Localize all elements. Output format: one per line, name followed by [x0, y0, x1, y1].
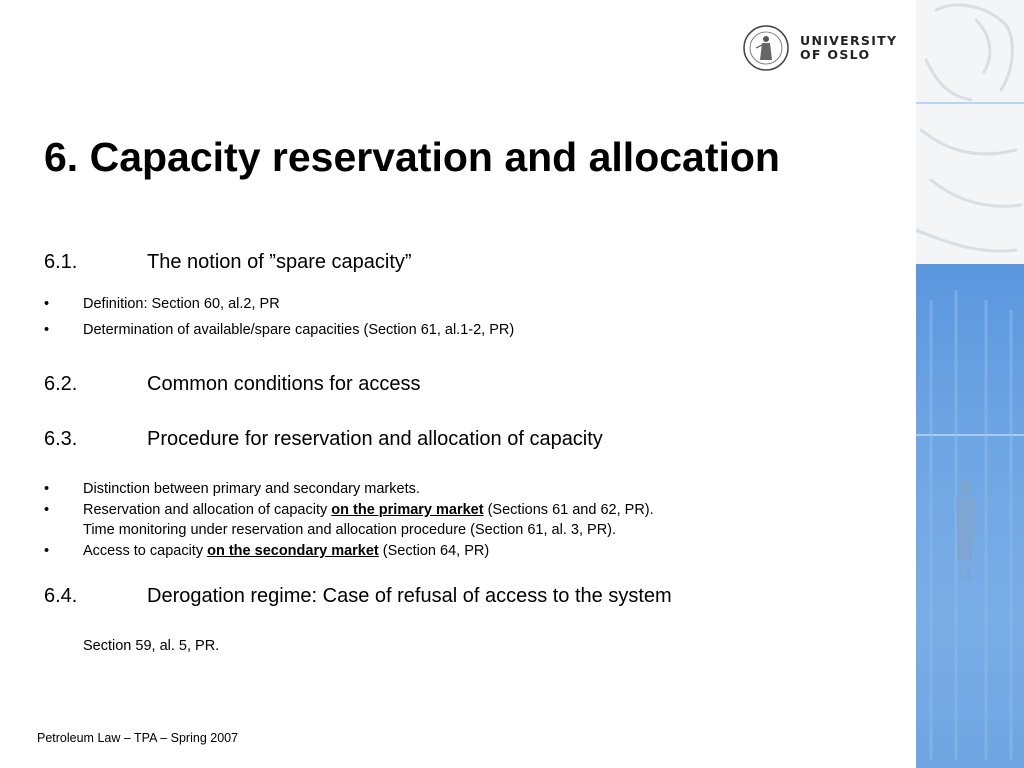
emphasis-secondary-market: on the secondary market [207, 543, 379, 559]
slide-footer: Petroleum Law – TPA – Spring 2007 [37, 731, 239, 745]
university-logo [742, 24, 902, 72]
slide-title: 6. Capacity reservation and allocation [44, 134, 780, 180]
bullet-text-pre: Access to capacity [83, 543, 208, 559]
emphasis-primary-market: on the primary market [331, 502, 484, 518]
bullet-text: Distinction between primary and secondary markets. [83, 481, 420, 497]
section-heading-6-2 [44, 373, 420, 396]
logo-line-1: UNIVERSITY [800, 33, 898, 48]
section-heading-6-4 [44, 585, 672, 608]
section-title: The notion of ”spare capacity” [147, 251, 412, 273]
section-number: 6.2. [44, 373, 78, 395]
bullet-continuation: Time monitoring under reservation and allocation procedure (Section 61, al. 3, PR). [83, 522, 617, 538]
bullet-text: Determination of available/spare capacities (Section 61, al.1-2, PR) [83, 322, 515, 338]
bullet-text-post: (Section 64, PR) [378, 543, 490, 559]
side-decoration-panel [916, 0, 1024, 768]
bullet-item [44, 296, 280, 312]
section-number: 6.1. [44, 251, 78, 273]
section-title: Procedure for reservation and allocation of capacity [147, 428, 603, 450]
section-reference: Section 59, al. 5, PR. [83, 638, 220, 654]
university-seal-icon [742, 24, 790, 72]
bullet-item [44, 322, 514, 338]
bullet-text: Definition: Section 60, al.2, PR [83, 296, 280, 312]
bullet-mark: • [44, 502, 50, 518]
bullet-mark: • [44, 481, 50, 497]
bullet-item [44, 481, 420, 497]
bullet-mark: • [44, 543, 50, 559]
section-number: 6.3. [44, 428, 78, 450]
section-title: Common conditions for access [147, 373, 421, 395]
bullet-item [44, 543, 489, 559]
bullet-text-post: (Sections 61 and 62, PR). [483, 502, 654, 518]
bullet-mark: • [44, 296, 50, 312]
section-heading-6-3 [44, 428, 603, 451]
bullet-text-pre: Reservation and allocation of capacity [83, 502, 332, 518]
section-heading-6-1 [44, 251, 412, 274]
bullet-mark: • [44, 322, 50, 338]
section-number: 6.4. [44, 585, 78, 607]
logo-line-2: OF OSLO [800, 47, 871, 62]
sculpture-relief-icon [916, 0, 1024, 768]
section-title: Derogation regime: Case of refusal of access to the system [147, 585, 672, 607]
bullet-item [44, 502, 654, 518]
